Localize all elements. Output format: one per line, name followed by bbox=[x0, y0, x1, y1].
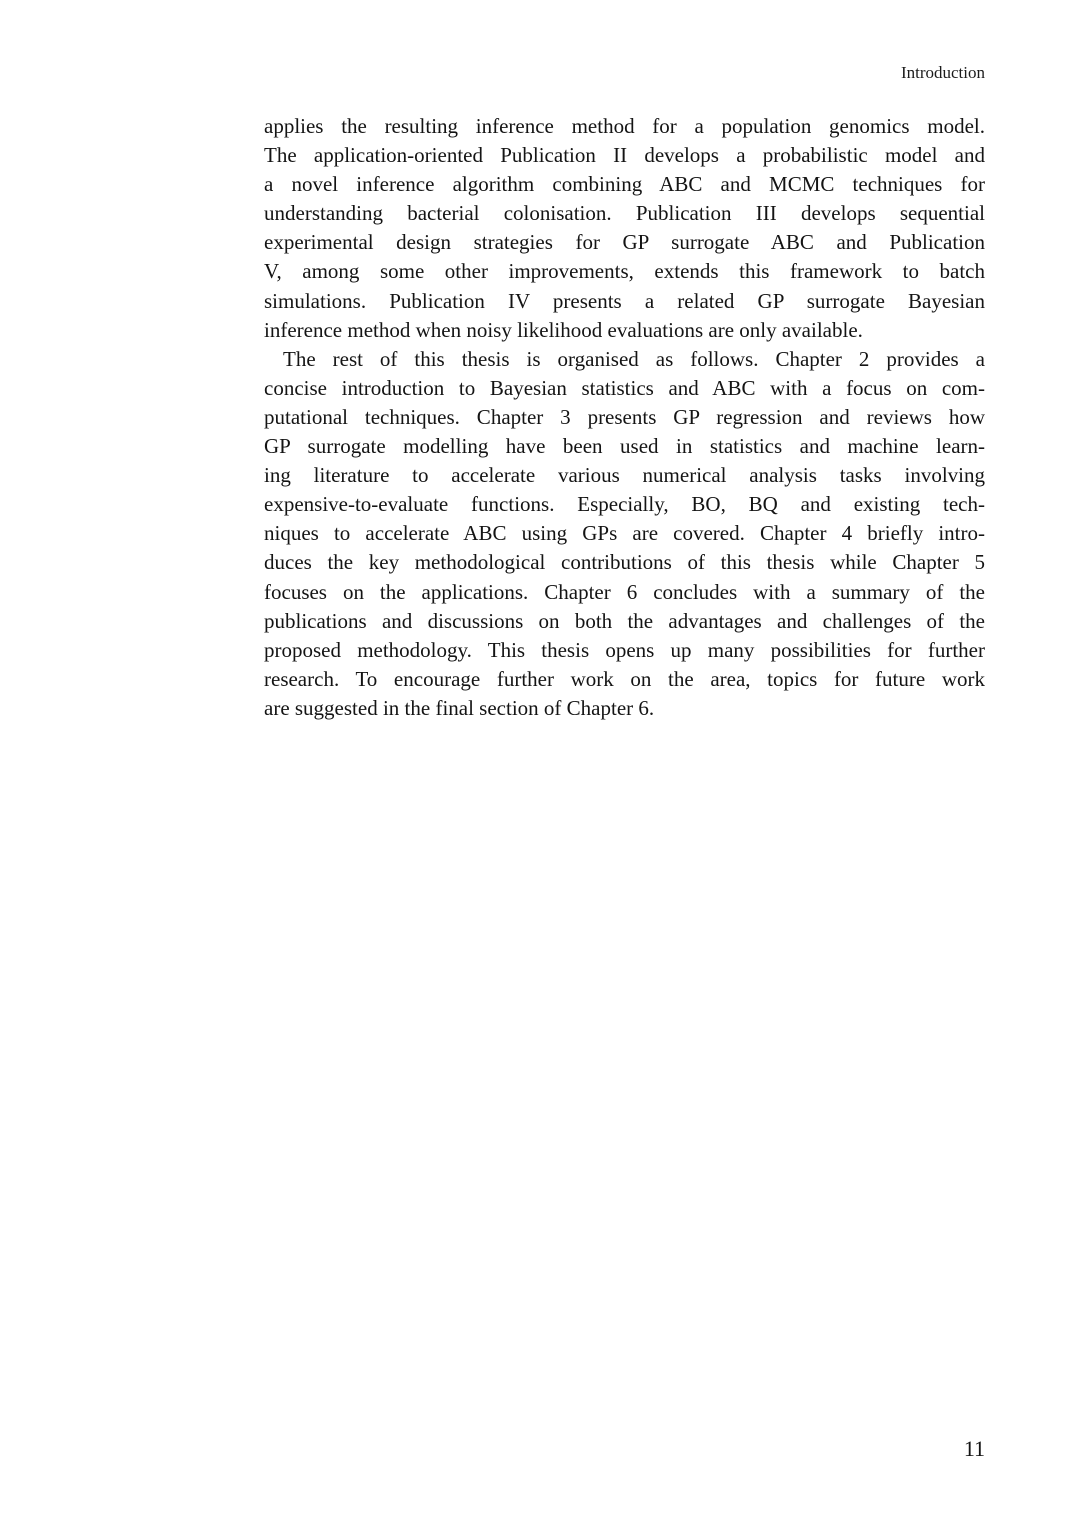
running-header-text: Introduction bbox=[900, 63, 985, 82]
text-line: niques to accelerate ABC using GPs are covered. Chapter 4 briefly intro- bbox=[264, 521, 985, 546]
text-line: The application-oriented Publication II develops a probabilistic model and bbox=[264, 143, 985, 168]
text-line: concise introduction to Bayesian statistics and ABC with a focus on com- bbox=[264, 375, 985, 400]
page-number-text: 11 bbox=[963, 1436, 985, 1461]
text-line: proposed methodology. This thesis opens up many possibilities for further bbox=[264, 637, 985, 662]
text-line: focuses on the applications. Chapter 6 concludes with a summary of the bbox=[264, 579, 985, 604]
text-line: are suggested in the final section of Chapter 6. bbox=[264, 695, 655, 720]
paragraph bbox=[264, 112, 985, 345]
text-line: publications and discussions on both the advantages and challenges of the bbox=[264, 608, 985, 633]
text-line: inference method when noisy likelihood evaluations are only available. bbox=[264, 317, 863, 342]
text-line: understanding bacterial colonisation. Publication III develops sequential bbox=[264, 201, 985, 226]
text-line: applies the resulting inference method for a population genomics model. bbox=[264, 114, 985, 138]
text-line: duces the key methodological contributions of this thesis while Chapter 5 bbox=[264, 550, 985, 575]
text-line: research. To encourage further work on the area, topics for future work bbox=[264, 666, 985, 691]
text-line: The rest of this thesis is organised as follows. Chapter 2 provides a bbox=[283, 346, 985, 371]
text-line: expensive-to-evaluate functions. Especially, BO, BQ and existing tech- bbox=[264, 492, 985, 517]
text-line: putational techniques. Chapter 3 presents GP regression and reviews how bbox=[264, 404, 985, 429]
text-line: simulations. Publication IV presents a related GP surrogate Bayesian bbox=[264, 288, 985, 313]
page-footer bbox=[264, 1436, 985, 1462]
text-line: V, among some other improvements, extends this framework to batch bbox=[264, 259, 985, 284]
running-header bbox=[264, 63, 985, 83]
paragraph bbox=[264, 345, 985, 723]
body-text bbox=[264, 112, 985, 723]
text-line: a novel inference algorithm combining ABC and MCMC techniques for bbox=[264, 172, 985, 197]
text-line: ing literature to accelerate various numerical analysis tasks involving bbox=[264, 463, 985, 488]
text-line: experimental design strategies for GP surrogate ABC and Publication bbox=[264, 230, 985, 255]
text-line: GP surrogate modelling have been used in statistics and machine learn- bbox=[264, 434, 985, 459]
